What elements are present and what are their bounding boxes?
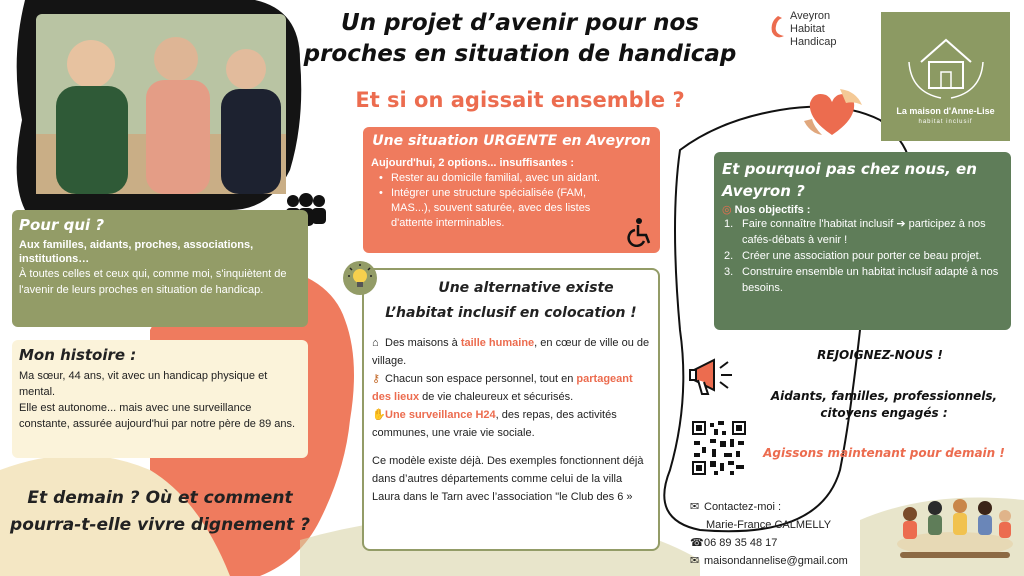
target-icon: ◎ — [722, 204, 732, 216]
alternative-card — [362, 268, 660, 551]
brand-text — [790, 10, 836, 49]
envelope-icon: ✉ — [690, 501, 700, 513]
alternative-title-line-1: Une alternative existe — [438, 280, 614, 296]
objectif-text-3: Construire ensemble un habitat inclusif adapté à nos besoins. — [742, 266, 999, 294]
house-text-pre: Des maisons à — [385, 337, 461, 349]
brand-line-2: Habitat — [790, 23, 825, 35]
contact-label-row — [690, 498, 848, 516]
objectifs-label: Nos objectifs : — [734, 204, 811, 216]
objectif-item: 1. Faire connaître l'habitat inclusif ➔ participez à nos cafés-débats à venir ! — [724, 218, 986, 246]
space-text-post: de vie chaleureux et sécurisés. — [419, 391, 574, 403]
mail-icon: ✉ — [690, 555, 700, 567]
page-subtitle: Et si on agissait ensemble ? — [355, 88, 685, 112]
house-hands-icon — [901, 22, 991, 102]
objectifs-card — [714, 152, 1011, 330]
megaphone-icon — [688, 350, 740, 402]
situation-urgente-card — [363, 127, 660, 253]
title-line-2: proches en situation de handicap — [303, 41, 737, 67]
mon-histoire-card — [12, 340, 308, 458]
qr-code[interactable] — [690, 419, 748, 477]
pour-qui-body: À toutes celles et ceux qui, comme moi, s'inquiètent de l'avenir de leurs proches en situation de handicap. — [19, 268, 287, 296]
contact-phone-row[interactable] — [690, 534, 848, 552]
contact-block — [690, 498, 848, 570]
logo-tagline: habitat inclusif — [918, 119, 973, 125]
alternative-title — [372, 276, 650, 326]
urgent-options-list — [371, 171, 652, 231]
demain-line-1: Et demain ? Où et comment — [27, 488, 293, 508]
house-text-highlight: taille humaine — [460, 337, 535, 349]
rejoignez-title: REJOIGNEZ-NOUS ! — [817, 348, 943, 362]
family-photo — [36, 14, 286, 194]
histoire-paragraph-1: Ma sœur, 44 ans, vit avec un handicap physique et mental. — [19, 370, 268, 398]
handshake-icon: ✋ — [372, 409, 386, 421]
call-to-action: Agissons maintenant pour demain ! — [763, 446, 1005, 460]
contact-label: Contactez-moi : — [704, 501, 782, 513]
space-text-pre: Chacun son espace personnel, tout en — [385, 373, 577, 385]
join-audience-line-1: Aidants, familles, professionnels, — [770, 389, 998, 403]
space-text-highlight: partageant des lieux — [372, 373, 633, 403]
title-line-1: Un projet d’avenir pour nos — [341, 10, 699, 36]
urgent-title: Une situation URGENTE en Aveyron — [372, 133, 651, 149]
contact-email[interactable]: maisondannelise@gmail.com — [704, 555, 848, 567]
objectif-text-1: Faire connaître l'habitat inclusif ➔ participez à nos cafés-débats à venir ! — [742, 218, 986, 246]
house-text-post: , en cœur de ville ou de village. — [372, 337, 650, 367]
alternative-model-paragraph: Ce modèle existe déjà. Des exemples fonctionnent déjà dans d’autres départements comme celui de la villa Laura dans le Tarn avec l’association "le Club des 6 » — [372, 455, 644, 503]
contact-email-row[interactable] — [690, 552, 848, 570]
pour-qui-title: Pour qui ? — [19, 216, 105, 234]
alternative-title-line-2: L’habitat inclusif en colocation ! — [385, 305, 637, 321]
lightbulb-icon — [343, 261, 377, 295]
phone-icon: ☎ — [690, 537, 704, 549]
people-table-illustration — [890, 492, 1020, 572]
alternative-point-house — [372, 334, 650, 370]
key-icon: ⚷ — [372, 373, 381, 385]
aveyron-habitat-logo-icon — [768, 12, 788, 42]
objectifs-label-row — [722, 203, 1003, 216]
logo-name: La maison d'Anne-Lise — [896, 106, 995, 116]
brand-line-3: Handicap — [790, 36, 837, 48]
contact-name: Marie-France CALMELLY — [706, 519, 832, 531]
urgent-option-1: • Rester au domicile familial, avec un aidant. — [379, 171, 652, 186]
histoire-title: Mon histoire : — [19, 346, 137, 364]
histoire-paragraph-2: Elle est autonome... mais avec une surveillance constante, assurée aujourd'hui par notre père de 89 ans. — [19, 402, 296, 430]
brand-line-1: Aveyron — [790, 10, 831, 22]
demain-question — [10, 485, 310, 539]
heart-hands-icon — [800, 85, 864, 141]
objectif-item: 3. Construire ensemble un habitat inclusif adapté à nos besoins. — [724, 266, 999, 294]
objectif-item: 2. Créer une association pour porter ce beau projet. — [724, 250, 982, 262]
alternative-point-surveillance — [372, 406, 650, 442]
objectifs-title: Et pourquoi pas chez nous, en Aveyron ? — [722, 160, 977, 200]
demain-line-2: pourra-t-elle vivre dignement ? — [10, 515, 310, 535]
join-audience — [760, 388, 1008, 422]
surveillance-text-post: , des repas, des activités communes, une vraie vie sociale. — [372, 409, 617, 439]
surveillance-text-highlight: Une surveillance H24 — [385, 409, 496, 421]
wheelchair-icon — [624, 217, 654, 247]
house-icon: ⌂ — [372, 337, 379, 349]
urgent-intro: Aujourd'hui, 2 options... insuffisantes : — [371, 157, 575, 169]
pour-qui-lead: Aux familles, aidants, proches, associations, institutions… — [19, 239, 254, 265]
page-title — [285, 8, 755, 70]
objectif-text-2: Créer une association pour porter ce beau projet. — [742, 250, 982, 262]
urgent-option-2: • Intégrer une structure spécialisée (FAM, MAS...), souvent saturée, avec des listes d'attente interminables. — [379, 186, 627, 231]
alternative-point-space — [372, 370, 650, 406]
maison-anne-lise-logo — [881, 12, 1010, 141]
lightbulb-badge — [343, 261, 377, 295]
pour-qui-card — [12, 210, 308, 327]
join-audience-line-2: citoyens engagés : — [820, 406, 948, 420]
contact-phone[interactable]: 06 89 35 48 17 — [704, 537, 778, 549]
objectifs-list — [722, 216, 1003, 296]
